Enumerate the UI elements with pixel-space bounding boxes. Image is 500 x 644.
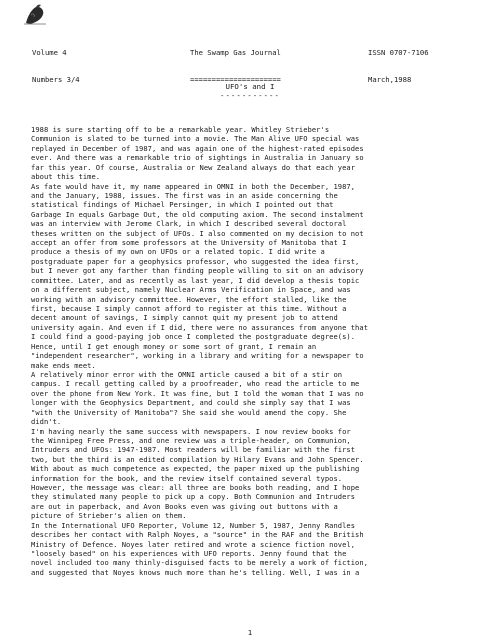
journal-title-rule: =====================	[190, 75, 281, 84]
article-line: first, because I simply cannot afford to register at this time. Without a	[31, 304, 347, 314]
article-line: campus. I recall getting called by a proofreader, who read the article to me	[31, 379, 360, 389]
issue-date: March,1988	[368, 75, 412, 84]
article-line: I could find a good-paying job once I completed the postgraduate degree(s).	[31, 332, 356, 342]
article-line: they stimulated many people to pick up a copy. Both Communion and Intruders	[31, 492, 356, 502]
article-line: I'm having nearly the same success with newspapers. I now review books for	[31, 426, 351, 436]
article-title: UFO's and I	[225, 82, 275, 91]
article-line: Garbage In equals Garbage Out, the old computing axiom. The second instalment	[31, 209, 364, 219]
article-line: university again. And even if I did, there were no assurances from anyone that	[31, 322, 369, 332]
article-line: over the phone from New York. It was fine, but I told the woman that I was no	[31, 388, 364, 398]
article-line: the Winnipeg Free Press, and one review was a triple-header, on Communion,	[31, 435, 351, 445]
article-line: theses written on the subject of UFOs. I also commented on my decision to not	[31, 228, 364, 238]
article-line: working with an advisory committee. However, the effort stalled, like the	[31, 294, 347, 304]
article-line: produce a thesis of my own on UFOs or a related topic. I did write a	[31, 247, 325, 257]
article-line: In the International UFO Reporter, Volume 12, Number 5, 1987, Jenny Randles	[31, 520, 356, 530]
article-line: was an interview with Jerome Clark, in which I described several doctoral	[31, 219, 347, 229]
numbers-label: Numbers 3/4	[32, 75, 80, 84]
article-line: far this year. Of course, Australia or New Zealand always do that each year	[31, 162, 356, 172]
article-line: 1988 is sure starting off to be a remarkable year. Whitley Strieber's	[31, 125, 330, 134]
article-title-rule: -----------	[220, 91, 280, 100]
article-line: on a different subject, namely Nuclear Arms Verification in Space, and was	[31, 285, 351, 295]
article-line: are out in paperback, and Avon Books even was giving out buttons with a	[31, 501, 338, 511]
article-line: two, but the third is an edited compilation by Hilary Evans and John Spencer.	[31, 454, 364, 464]
article-line: Hence, until I get enough money or some sort of grant, I remain an	[31, 341, 317, 351]
article-line: accept an offer from some professors at the University of Manitoba that I	[31, 238, 347, 248]
article-line: A relatively minor error with the OMNI article caused a bit of a stir on	[31, 369, 343, 379]
volume-label: Volume 4	[32, 48, 67, 57]
article-line: didn't.	[31, 417, 62, 427]
article-line: As fate would have it, my name appeared in OMNI in both the December, 1987,	[31, 181, 356, 191]
article-line: However, the message was clear: all three are books both reading, and I hope	[31, 483, 360, 493]
article-body	[31, 125, 471, 577]
article-line: With about as much competence as expected, the paper mixed up the publishing	[31, 464, 360, 474]
page-number: 1	[247, 628, 253, 637]
article-line: longer with the Geophysics Department, and could she simply say that I was	[31, 398, 351, 408]
article-line: Intruders and UFOs: 1947-1987. Most readers will be familiar with the first	[31, 445, 356, 455]
article-line: picture of Strieber's alien on them.	[31, 511, 187, 521]
article-line: but I never got any farther than finding people willing to sit on an advisory	[31, 266, 364, 276]
article-line: Communion is slated to be turned into a movie. The Man Alive UFO special was	[31, 134, 360, 144]
issn-label: ISSN 0707-7106	[368, 48, 429, 57]
article-line: "with the University of Manitoba"? She said she would amend the copy. She	[31, 407, 347, 417]
article-line: about this time.	[31, 172, 101, 182]
article-line: novel included too many thinly-disguised facts to be merely a work of fiction,	[31, 558, 369, 568]
article-line: postgraduate paper for a geophysics professor, who suggested the idea first,	[31, 256, 360, 266]
article-line: and the January, 1988, issues. The first was in an aside concerning the	[31, 190, 338, 200]
article-line: and suggested that Noyes knows much more than he's telling. Well, I was in a	[31, 567, 360, 577]
article-heading	[0, 82, 500, 100]
article-line: decent amount of savings, I simply cannot quit my present job to attend	[31, 313, 338, 323]
article-line: describes her contact with Ralph Noyes, a "source" in the RAF and the British	[31, 530, 364, 540]
swamp-creature-logo	[22, 3, 48, 25]
article-line: "loosely based" on his experiences with UFO reports. Jenny found that the	[31, 548, 347, 558]
article-line: ever. And there was a remarkable trio of sightings in Australia in January so	[31, 153, 364, 163]
article-line: make ends meet.	[31, 360, 96, 370]
article-line: information for the book, and the review itself contained several typos.	[31, 473, 343, 483]
journal-title: The Swamp Gas Journal	[190, 48, 281, 57]
article-line: committee. Later, and as recently as last year, I did develop a thesis topic	[31, 275, 360, 285]
article-line: statistical findings of Michael Persinger, in which I pointed out that	[31, 200, 334, 210]
article-line: Ministry of Defence. Noyes later retired and wrote a science fiction novel,	[31, 539, 356, 549]
article-line: replayed in December of 1987, and was again one of the highest-rated episodes	[31, 143, 364, 153]
article-line: "independent researcher", working in a library and writing for a newspaper to	[31, 351, 364, 361]
